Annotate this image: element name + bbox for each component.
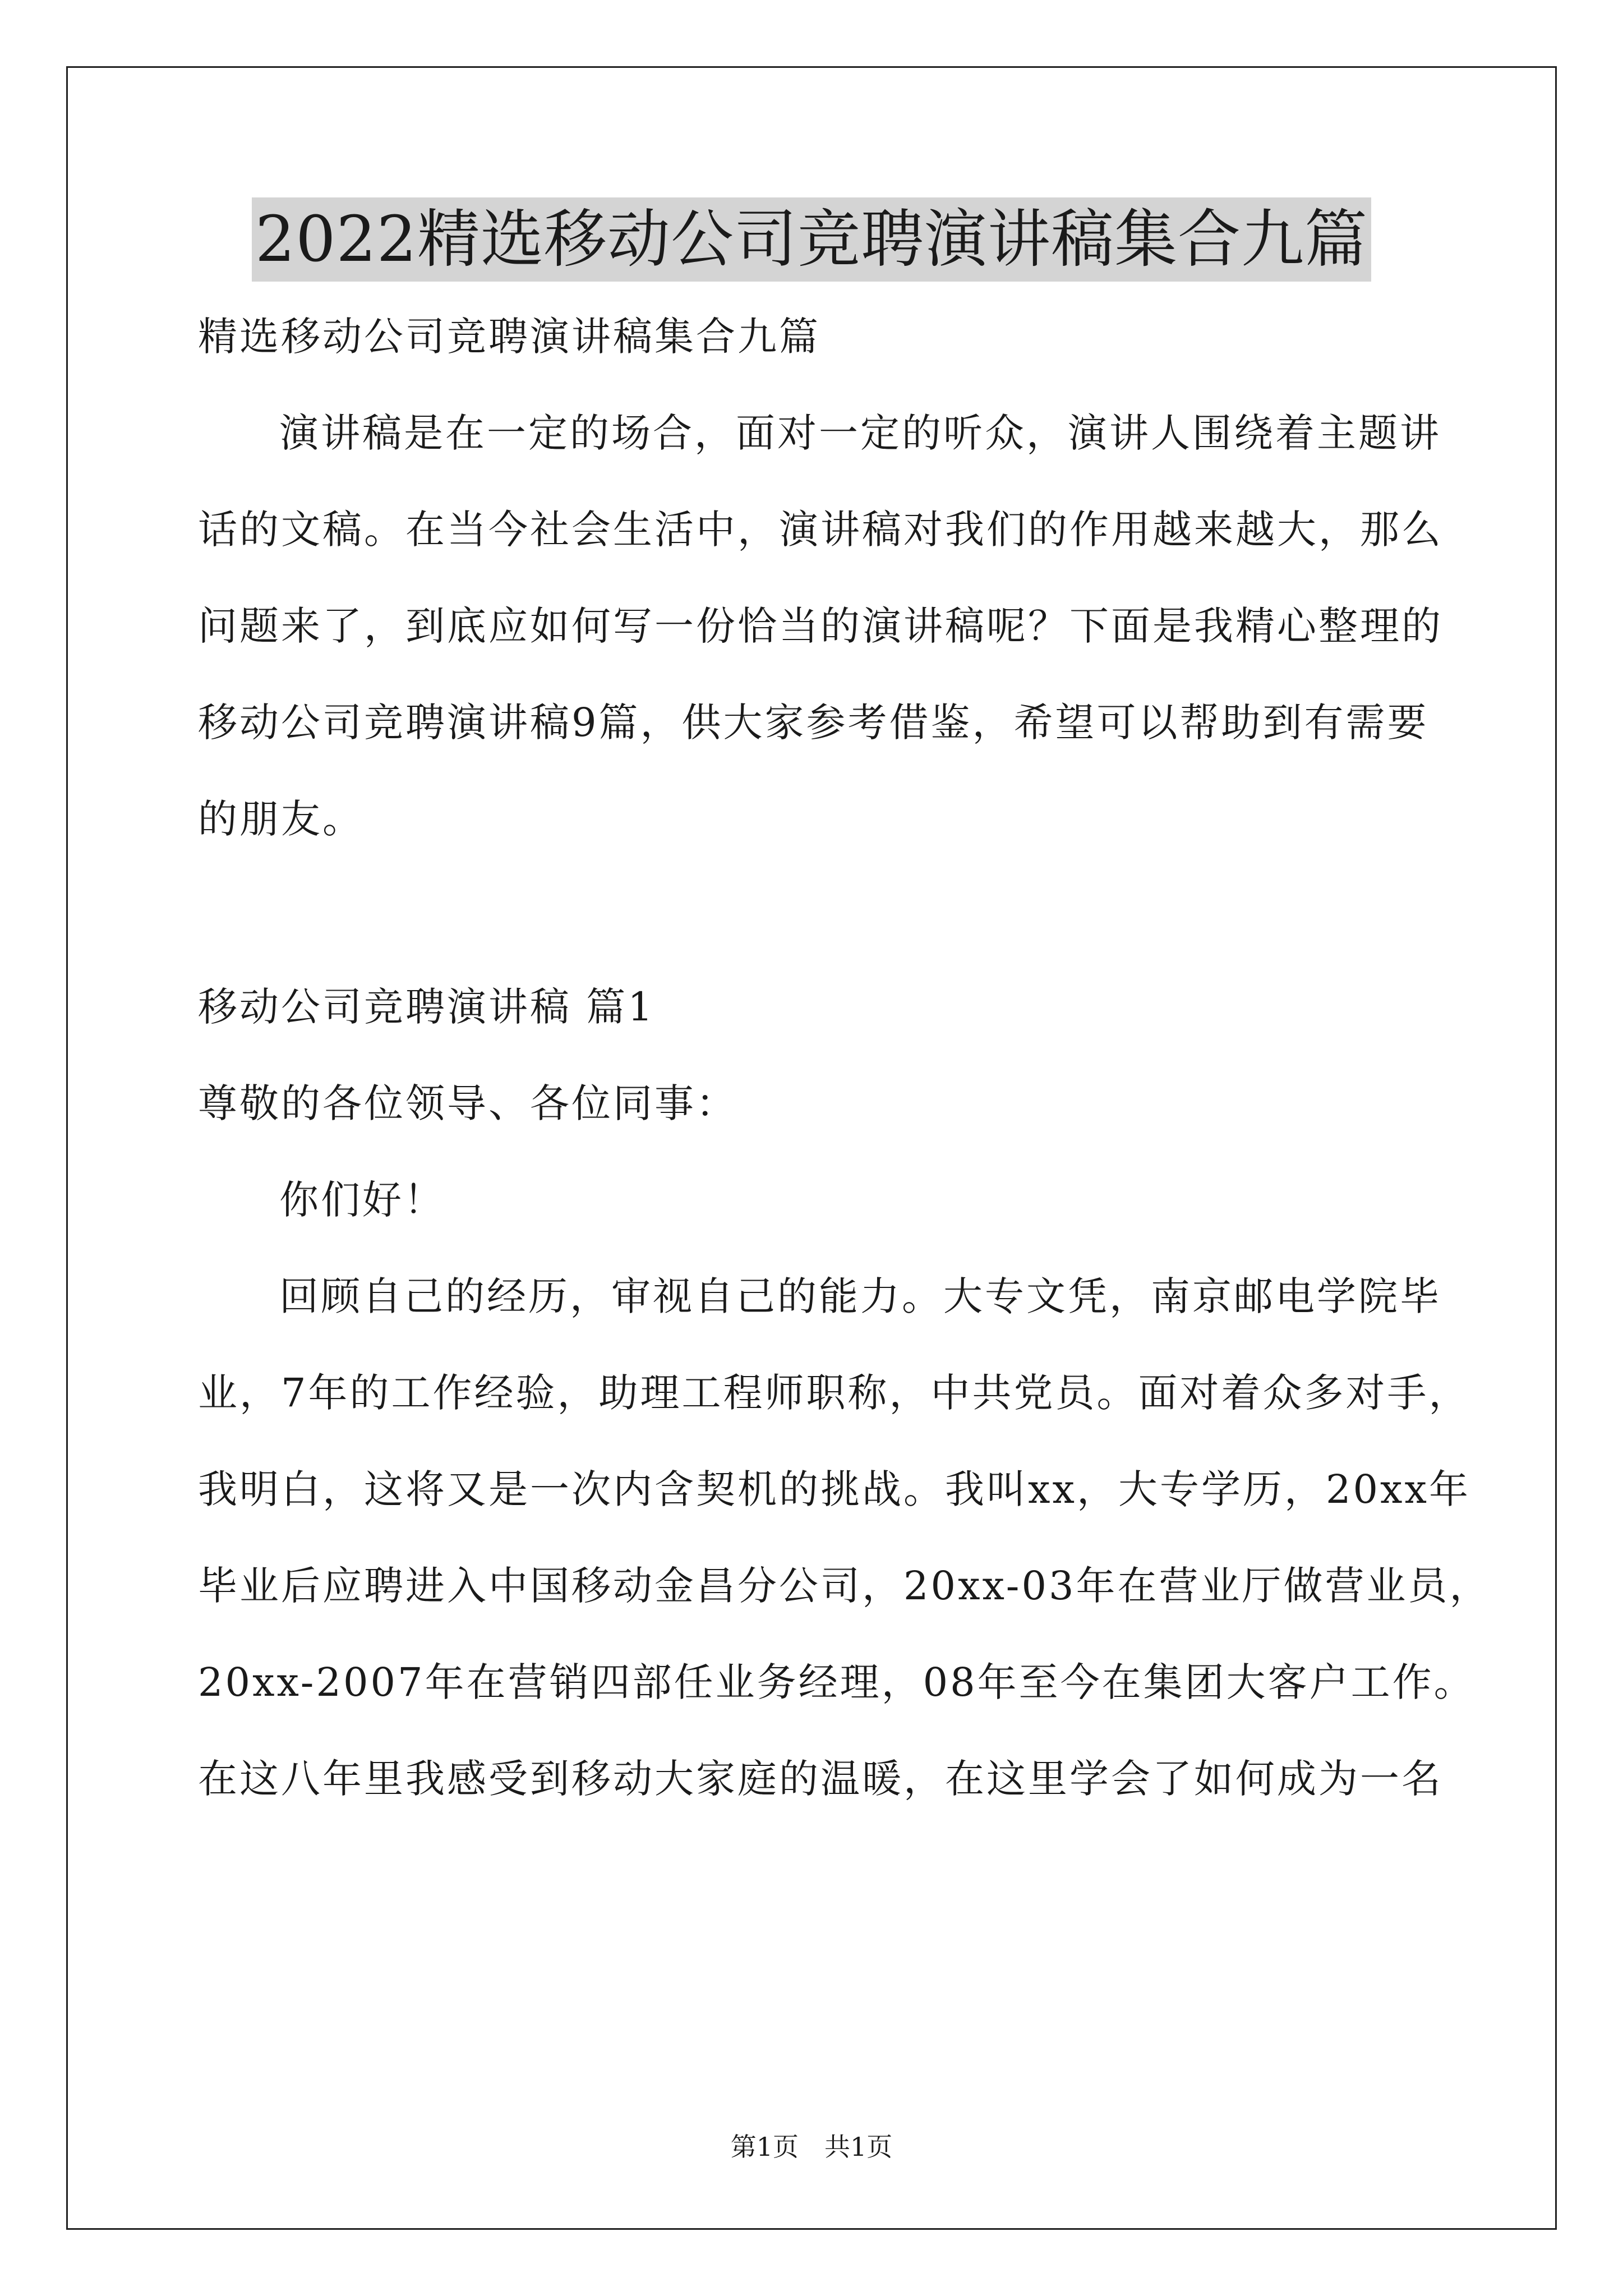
- intro-line: 演讲稿是在一定的场合，面对一定的听众，演讲人围绕着主题讲: [279, 410, 1441, 456]
- page-footer: 第1页 共1页: [730, 2132, 893, 2162]
- intro-line: 的朋友。: [198, 796, 364, 842]
- body-line: 我明白，这将又是一次内含契机的挑战。我叫xx，大专学历，20xx年: [198, 1466, 1470, 1512]
- title-container: [0, 197, 1623, 282]
- intro-line: 移动公司竞聘演讲稿9篇，供大家参考借鉴，希望可以帮助到有需要: [198, 700, 1429, 746]
- document-title: 2022精选移动公司竞聘演讲稿集合九篇: [252, 197, 1371, 282]
- greeting: 你们好！: [279, 1177, 445, 1223]
- body-line: 20xx-2007年在营销四部任业务经理，08年至今在集团大客户工作。: [198, 1659, 1476, 1705]
- section-heading: 移动公司竞聘演讲稿 篇1: [198, 984, 655, 1030]
- body-line: 业，7年的工作经验，助理工程师职称，中共党员。面对着众多对手，: [198, 1370, 1470, 1416]
- page-border: [66, 66, 1557, 2230]
- body-line: 在这八年里我感受到移动大家庭的温暖，在这里学会了如何成为一名: [198, 1756, 1443, 1802]
- intro-line: 话的文稿。在当今社会生活中，演讲稿对我们的作用越来越大，那么: [198, 507, 1443, 553]
- document-subtitle: 精选移动公司竞聘演讲稿集合九篇: [198, 314, 820, 360]
- body-line: 回顾自己的经历，审视自己的能力。大专文凭，南京邮电学院毕: [279, 1273, 1441, 1319]
- intro-line: 问题来了，到底应如何写一份恰当的演讲稿呢？下面是我精心整理的: [198, 603, 1443, 649]
- salutation: 尊敬的各位领导、各位同事：: [198, 1080, 737, 1126]
- body-line: 毕业后应聘进入中国移动金昌分公司，20xx-03年在营业厅做营业员，: [198, 1563, 1491, 1609]
